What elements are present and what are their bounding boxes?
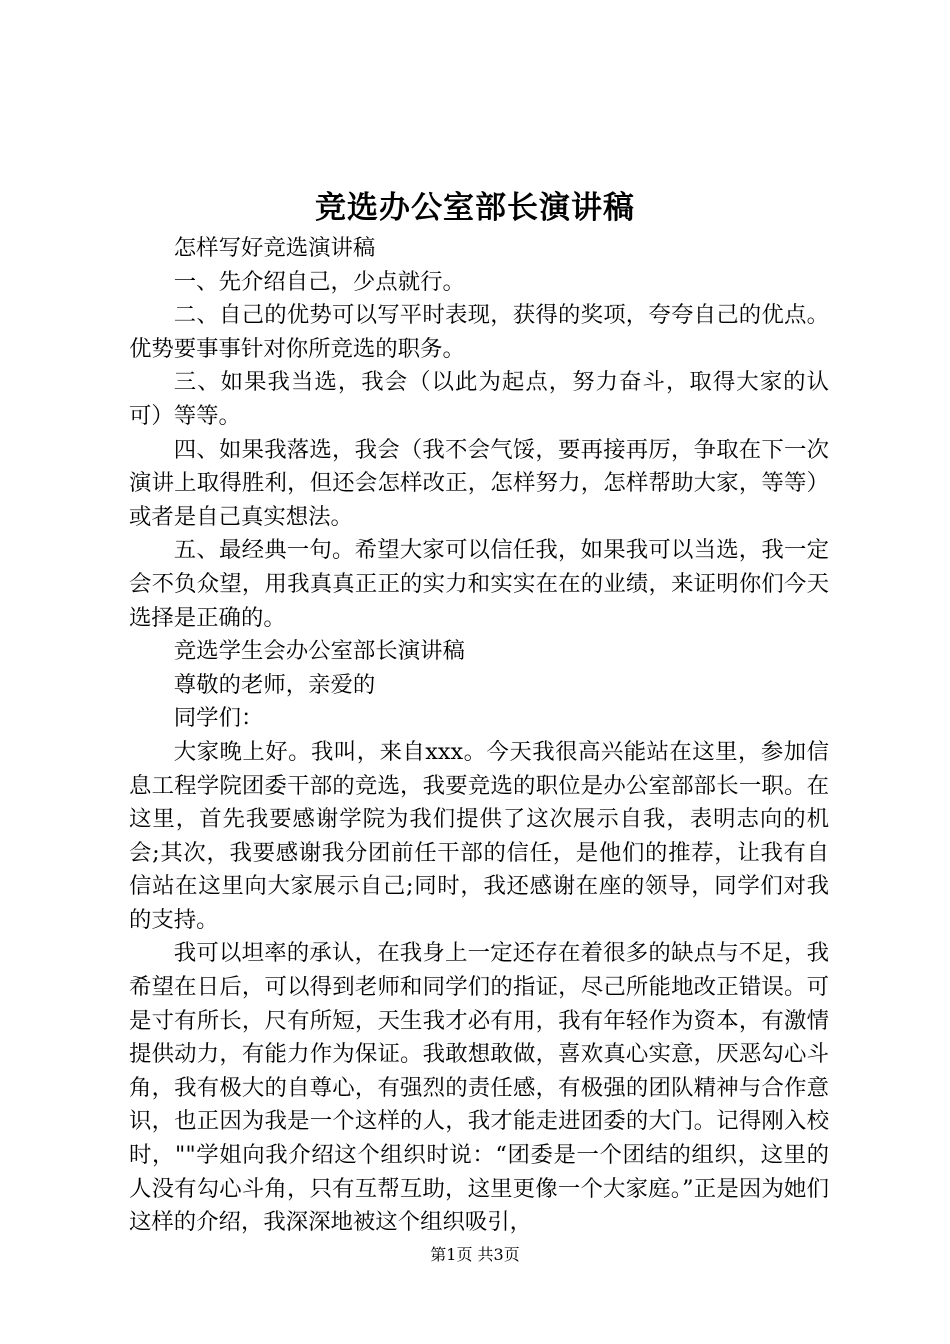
paragraph: 四、如果我落选，我会（我不会气馁，要再接再厉，争取在下一次演讲上取得胜利，但还会怎样改正，怎样努力，怎样帮助大家，等等）或者是自己真实想法。 bbox=[129, 436, 829, 530]
paragraph: 我可以坦率的承认，在我身上一定还存在着很多的缺点与不足，我希望在日后，可以得到老师和同学们的指证，尽己所能地改正错误。可是寸有所长，尺有所短，天生我才必有用，我有年轻作为资本，有激情提供动力，有能力作为保证。我敢想敢做，喜欢真心实意，厌恶勾心斗角，我有极大的自尊心，有强烈的责任感，有极强的团队精神与合作意识，也正因为我是一个这样的人，我才能走进团委的大门。记得刚入校时，""学姐向我介绍这个组织时说：“团委是一个团结的组织，这里的人没有勾心斗角，只有互帮互助，这里更像一个大家庭。”正是因为她们这样的介绍，我深深地被这个组织吸引， bbox=[129, 940, 829, 1236]
paragraph: 五、最经典一句。希望大家可以信任我，如果我可以当选，我一定会不负众望，用我真真正正的实力和实实在在的业绩，来证明你们今天选择是正确的。 bbox=[129, 537, 829, 631]
paragraph: 一、先介绍自己，少点就行。 bbox=[173, 268, 465, 295]
section-heading: 竞选学生会办公室部长演讲稿 bbox=[173, 638, 465, 665]
page-number: 第1页 共3页 bbox=[430, 1245, 520, 1264]
paragraph: 三、如果我当选，我会（以此为起点，努力奋斗，取得大家的认可）等等。 bbox=[129, 369, 829, 429]
document-title: 竞选办公室部长演讲稿 bbox=[315, 190, 635, 226]
paragraph: 怎样写好竞选演讲稿 bbox=[173, 235, 376, 261]
salutation: 尊敬的老师，亲爱的 bbox=[173, 671, 376, 698]
document-body bbox=[129, 232, 829, 1240]
paragraph: 大家晚上好。我叫，来自xxx。今天我很高兴能站在这里，参加信息工程学院团委干部的竞选，我要竞选的职位是办公室部部长一职。在这里，首先我要感谢学院为我们提供了这次展示自我，表明志向的机会;其次，我要感谢我分团前任干部的信任，是他们的推荐，让我有自信站在这里向大家展示自己;同时，我还感谢在座的领导，同学们对我的支持。 bbox=[129, 738, 829, 933]
salutation: 同学们： bbox=[173, 705, 264, 732]
paragraph: 二、自己的优势可以写平时表现，获得的奖项，夸夸自己的优点。优势要事事针对你所竞选的职务。 bbox=[129, 302, 829, 362]
